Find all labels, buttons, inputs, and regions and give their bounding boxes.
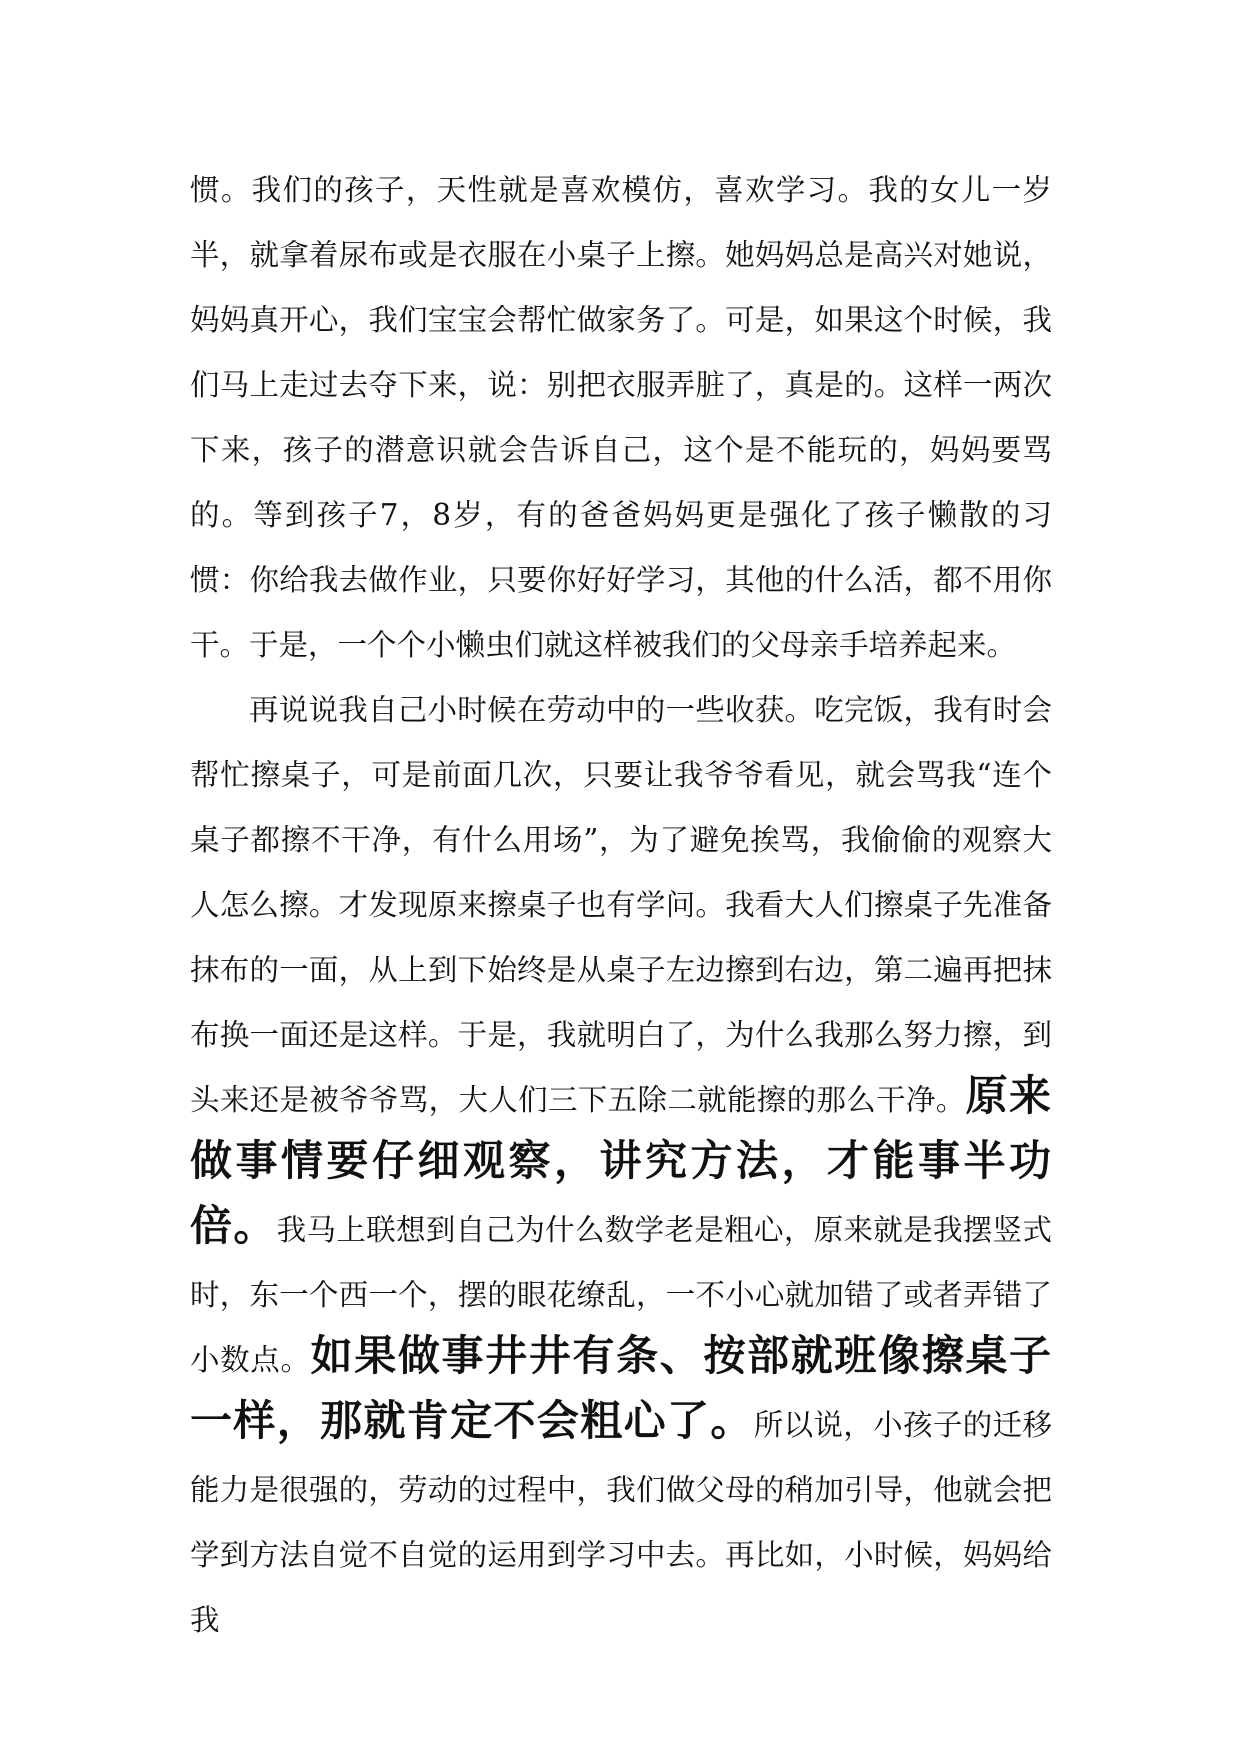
- paragraph-2-text-c: 所以说，小孩子的迁移能力是很强的，劳动的过程中，我们做父母的稍加引导，他就会把学到方法自觉不自觉的运用到学习中去。再比如，小时候，妈妈给我: [190, 1408, 1052, 1637]
- emphasis-text-1: 原来做事情要仔细观察，讲究方法，才能事半功倍。: [190, 1071, 1052, 1250]
- paragraph-2-text-a: 再说说我自己小时候在劳动中的一些收获。吃完饭，我有时会帮忙擦桌子，可是前面几次，只要让我爷爷看见，就会骂我“连个桌子都擦不干净，有什么用场”，为了避免挨骂，我偷偷的观察大人怎么擦。才发现原来擦桌子也有学问。我看大人们擦桌子先准备抹布的一面，从上到下始终是从桌子左边擦到右边，第二遍再把抹布换一面还是这样。于是，我就明白了，为什么我那么努力擦，到头来还是被爷爷骂，大人们三下五除二就能擦的那么干净。: [190, 693, 1052, 1117]
- body-text: [190, 158, 1052, 1653]
- paragraph-1-text: 惯。我们的孩子，天性就是喜欢模仿，喜欢学习。我的女儿一岁半，就拿着尿布或是衣服在小桌子上擦。她妈妈总是高兴对她说，妈妈真开心，我们宝宝会帮忙做家务了。可是，如果这个时候，我们马上走过去夺下来，说：别把衣服弄脏了，真是的。这样一两次下来，孩子的潜意识就会告诉自己，这个是不能玩的，妈妈要骂的。等到孩子7，8岁，有的爸爸妈妈更是强化了孩子懒散的习惯：你给我去做作业，只要你好好学习，其他的什么活，都不用你干。于是，一个个小懒虫们就这样被我们的父母亲手培养起来。: [190, 173, 1052, 662]
- paragraph-1: [190, 158, 1052, 678]
- paragraph-2-text-b: 我马上联想到自己为什么数学老是粗心，原来就是我摆竖式时，东一个西一个，摆的眼花缭乱，一不小心就加错了或者弄错了小数点。: [190, 1213, 1052, 1377]
- paragraph-2: [190, 678, 1052, 1653]
- emphasis-text-2: 如果做事井井有条、按部就班像擦桌子一样，那就肯定不会粗心了。: [190, 1331, 1052, 1445]
